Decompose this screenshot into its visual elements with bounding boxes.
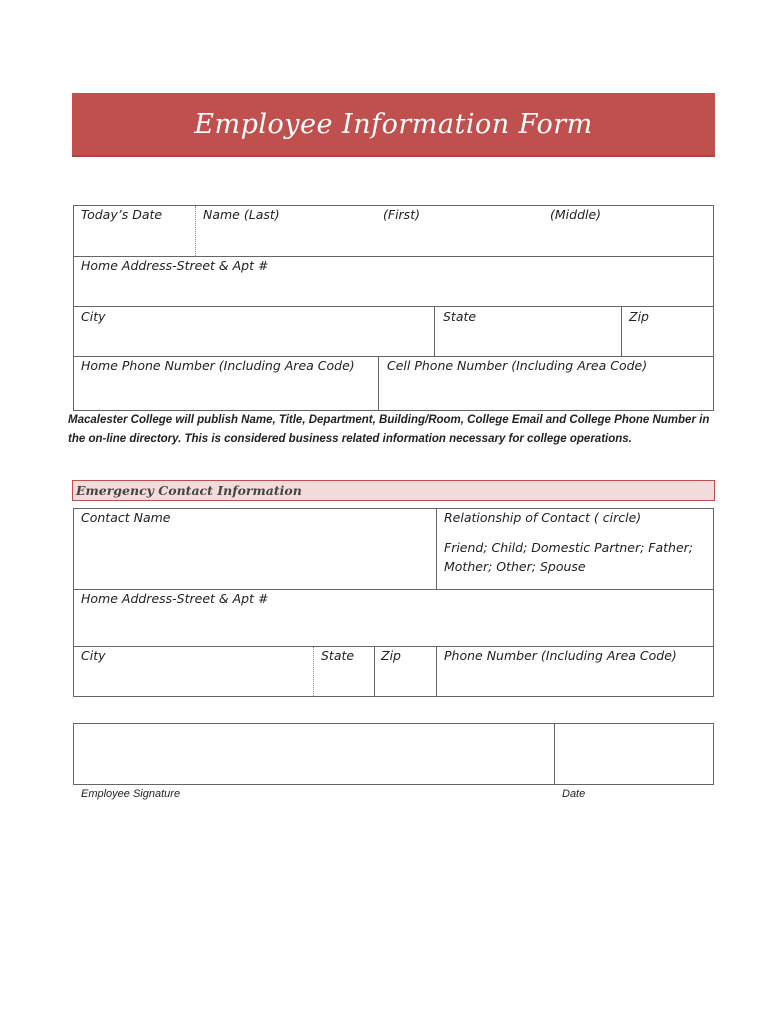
emergency-state-field[interactable]: State [321,648,355,663]
divider [73,589,714,590]
divider [378,357,379,410]
name-last-field[interactable]: Name (Last) [203,207,280,222]
todays-date-field[interactable]: Today’s Date [81,207,163,222]
divider [73,306,714,307]
divider [434,307,435,356]
relationship-label: Relationship of Contact ( circle) [444,510,642,525]
name-middle-field[interactable]: (Middle) [550,207,602,222]
relationship-options[interactable]: Friend; Child; Domestic Partner; Father; Mother; Other; Spouse [444,540,694,574]
divider [313,647,314,696]
date-label: Date [562,788,586,800]
signature-field[interactable] [74,724,553,784]
employee-signature-label: Employee Signature [81,788,181,800]
cell-phone-field[interactable]: Cell Phone Number (Including Area Code) [387,358,648,373]
zip-field[interactable]: Zip [629,309,649,324]
emergency-home-address-field[interactable]: Home Address-Street & Apt # [81,591,269,606]
title-banner [72,93,715,155]
divider [374,647,375,696]
emergency-phone-field[interactable]: Phone Number (Including Area Code) [444,648,677,663]
emergency-section-heading [72,480,715,501]
divider [621,307,622,356]
emergency-zip-field[interactable]: Zip [381,648,401,663]
city-field[interactable]: City [81,309,106,324]
contact-name-field[interactable]: Contact Name [81,510,171,525]
divider [73,356,714,357]
home-address-field[interactable]: Home Address-Street & Apt # [81,258,269,273]
divider [436,509,437,589]
divider [436,647,437,696]
directory-notice: Macalester College will publish Name, Title, Department, Building/Room, College Email and College Phone Number in the on-line directory. This is considered business related information necessary for college operations. [68,414,710,445]
divider [554,724,555,784]
state-field[interactable]: State [443,309,477,324]
divider [73,646,714,647]
name-first-field[interactable]: (First) [383,207,420,222]
emergency-city-field[interactable]: City [81,648,106,663]
divider [195,206,196,256]
date-field[interactable] [556,724,713,784]
emergency-heading-text: Emergency Contact Information [76,483,302,498]
home-phone-field[interactable]: Home Phone Number (Including Area Code) [81,358,355,373]
page-title: Employee Information Form [194,108,593,140]
employee-info-table [73,205,714,411]
divider [73,256,714,257]
